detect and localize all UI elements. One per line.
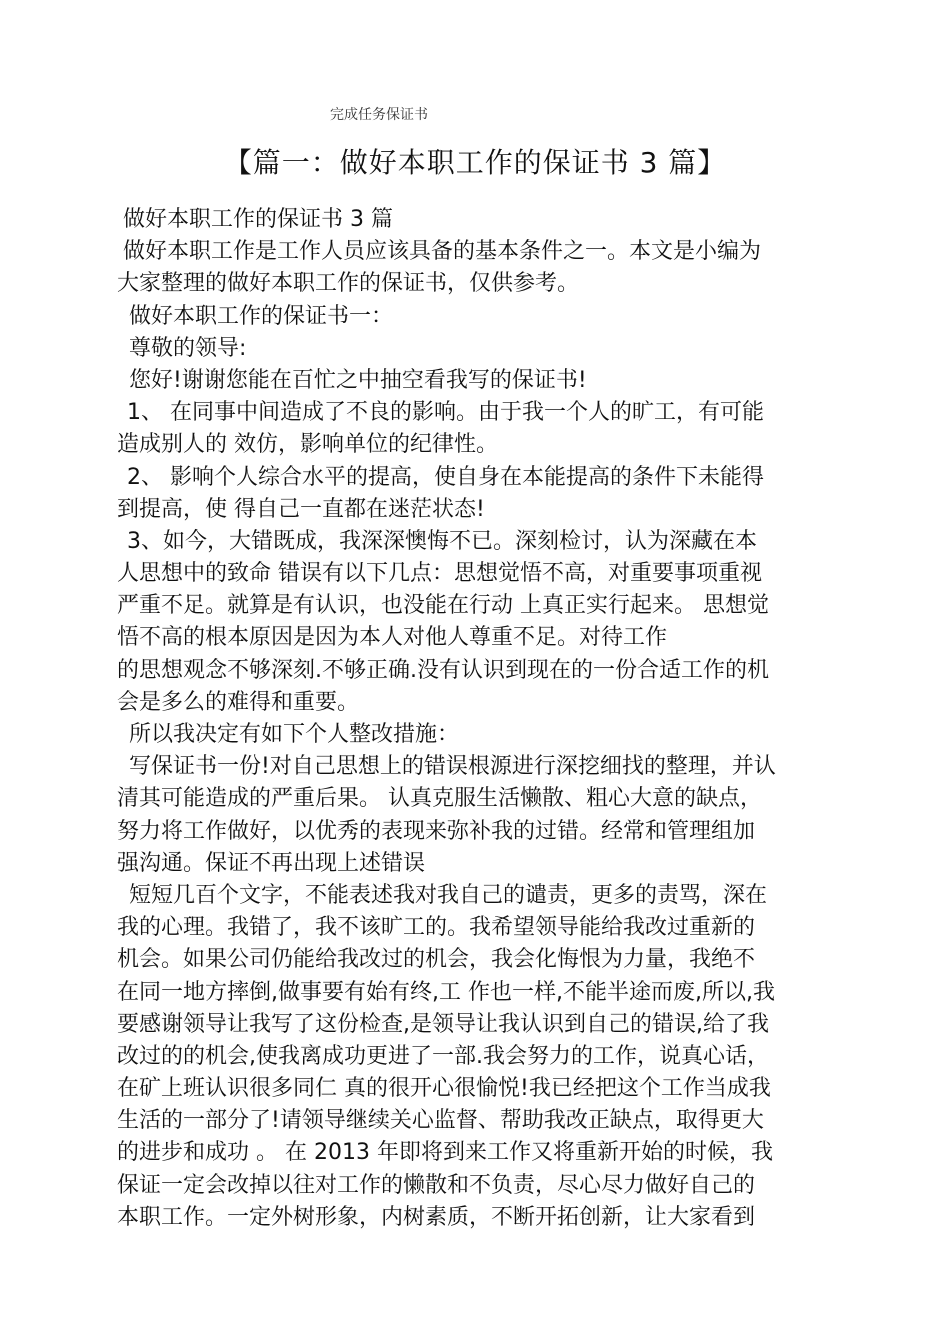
section-heading: 做好本职工作的保证书一： [129,303,394,329]
page-header: 完成任务保证书 [330,107,428,123]
list-item-line: 2、 影响个人综合水平的提高，使自身在本能提高的条件下未能得 [127,464,764,490]
paragraph-line: 做好本职工作是工作人员应该具备的基本条件之一。本文是小编为 [123,239,762,265]
paragraph-line: 清其可能造成的严重后果。 认真克服生活懒散、粗心大意的缺点， [117,786,762,812]
list-item-line: 到提高，使 得自己一直都在迷茫状态! [117,496,485,522]
paragraph-line: 强沟通。保证不再出现上述错误 [117,850,426,876]
paragraph-line: 所以我决定有如下个人整改措施： [129,722,460,747]
paragraph-line: 努力将工作做好，以优秀的表现来弥补我的过错。经常和管理组加 [117,818,756,844]
paragraph-line: 我的心理。我错了，我不该旷工的。我希望领导能给我改过重新的 [117,915,756,941]
paragraph-line: 本职工作。一定外树形象，内树素质，不断开拓创新，让大家看到 [117,1204,756,1230]
paragraph-line: 机会。如果公司仍能给我改过的机会，我会化悔恨为力量，我绝不 [117,947,756,973]
list-item-line: 严重不足。就算是有认识，也没能在行动 上真正实行起来。 思想觉 [117,593,769,619]
document-body [117,204,833,1234]
paragraph-line: 您好!谢谢您能在百忙之中抽空看我写的保证书! [129,367,587,393]
document-title: 【篇一：做好本职工作的保证书 3 篇】 [223,146,727,179]
paragraph-line: 会是多么的难得和重要。 [117,689,360,715]
section-heading: 做好本职工作的保证书 3 篇 [123,207,393,232]
paragraph-line: 要感谢领导让我写了这份检查,是领导让我认识到自己的错误,给了我 [117,1011,769,1037]
list-item-line: 人思想中的致命 错误有以下几点：思想觉悟不高，对重要事项重视 [117,561,762,587]
paragraph-line: 的进步和成功 。 在 2013 年即将到来工作又将重新开始的时候，我 [117,1140,773,1166]
paragraph-line: 短短几百个文字，不能表述我对我自己的谴责，更多的责骂，深在 [129,882,768,908]
paragraph-line: 的思想观念不够深刻.不够正确.没有认识到现在的一份合适工作的机 [117,657,769,683]
list-item-line: 3、如今，大错既成，我深深懊悔不已。深刻检讨，认为深藏在本 [127,528,757,554]
paragraph-line: 写保证书一份!对自己思想上的错误根源进行深挖细找的整理，并认 [129,754,776,780]
paragraph-line: 保证一定会改掉以往对工作的懒散和不负责，尽心尽力做好自己的 [117,1172,756,1198]
paragraph-line: 在同一地方摔倒,做事要有始有终,工 作也一样,不能半途而废,所以,我 [117,979,775,1005]
paragraph-line: 改过的的机会,使我离成功更进了一部.我会努力的工作，说真心话， [117,1043,769,1069]
list-item-line: 造成别人的 效仿，影响单位的纪律性。 [117,432,498,458]
list-item-line: 悟不高的根本原因是因为本人对他人尊重不足。对待工作 [117,625,668,651]
list-item-line: 1、 在同事中间造成了不良的影响。由于我一个人的旷工，有可能 [127,400,764,426]
paragraph-line: 生活的一部分了!请领导继续关心监督、帮助我改正缺点，取得更大 [117,1108,764,1134]
salutation: 尊敬的领导: [129,335,247,361]
paragraph-line: 大家整理的做好本职工作的保证书，仅供参考。 [117,271,580,297]
paragraph-line: 在矿上班认识很多同仁 真的很开心很愉悦!我已经把这个工作当成我 [117,1076,771,1102]
